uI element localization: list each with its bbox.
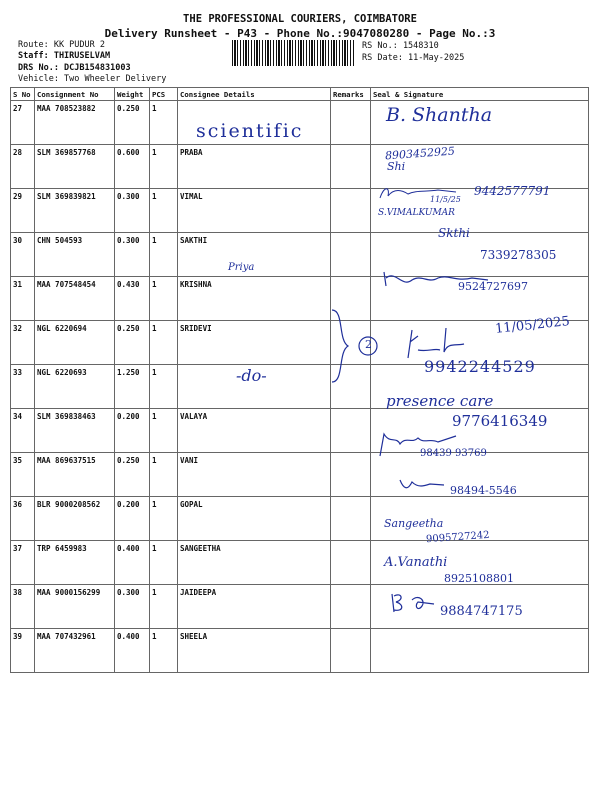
consignment-number-cell: TRP 6459983 <box>35 541 115 585</box>
consignee-cell: SHEELA <box>178 629 331 673</box>
staff-info: Staff: THIRUSELVAM <box>18 51 111 61</box>
consignment-number-cell: BLR 9000208562 <box>35 497 115 541</box>
consignment-number-cell: SLM 369839821 <box>35 189 115 233</box>
handwritten-count: 2 <box>365 338 372 351</box>
runsheet-table <box>10 87 589 673</box>
column-header: PCS <box>150 88 178 101</box>
weight-cell: 0.200 <box>115 497 150 541</box>
vehicle-info: Vehicle: Two Wheeler Delivery <box>18 74 167 84</box>
weight-cell: 0.250 <box>115 101 150 145</box>
handwritten-phone-37: 9095727242 <box>425 529 490 546</box>
handwritten-phone-35: 9776416349 <box>452 412 548 430</box>
serial-number-cell: 27 <box>11 101 35 145</box>
signature-39 <box>388 590 438 616</box>
consignee-cell: GOPAL <box>178 497 331 541</box>
consignee-cell: SRIDEVI <box>178 321 331 365</box>
column-header: S No <box>11 88 35 101</box>
weight-cell: 0.300 <box>115 189 150 233</box>
handwritten-b-shantha: B. Shantha <box>386 104 493 126</box>
brace-bracket <box>328 306 388 386</box>
consignment-number-cell: MAA 708523882 <box>35 101 115 145</box>
consignee-cell: VIMAL <box>178 189 331 233</box>
seal-signature-cell <box>371 629 589 673</box>
weight-cell: 0.600 <box>115 145 150 189</box>
remarks-cell <box>331 629 371 673</box>
handwritten-priya: Priya <box>228 262 255 273</box>
route-info: Route: KK PUDUR 2 <box>18 40 105 50</box>
column-header: Remarks <box>331 88 371 101</box>
weight-cell: 0.300 <box>115 233 150 277</box>
pcs-cell: 1 <box>150 101 178 145</box>
weight-cell: 0.400 <box>115 629 150 673</box>
handwritten-phone-39: 9884747175 <box>440 604 523 619</box>
serial-number-cell: 35 <box>11 453 35 497</box>
handwritten-date-32: 11/05/2025 <box>494 314 571 337</box>
column-header: Weight <box>115 88 150 101</box>
handwritten-phone-36: 98494-5546 <box>450 484 517 497</box>
weight-cell: 0.250 <box>115 321 150 365</box>
remarks-cell <box>331 497 371 541</box>
consignment-number-cell: SLM 369838463 <box>35 409 115 453</box>
consignee-cell: VANI <box>178 453 331 497</box>
runsheet-title: Delivery Runsheet - P43 - Phone No.:9047080280 - Page No.:3 <box>104 27 496 40</box>
consignment-number-cell: MAA 707432961 <box>35 629 115 673</box>
pcs-cell: 1 <box>150 233 178 277</box>
weight-cell: 0.400 <box>115 541 150 585</box>
consignment-number-cell: MAA 707548454 <box>35 277 115 321</box>
serial-number-cell: 34 <box>11 409 35 453</box>
table-row <box>11 497 589 541</box>
handwritten-name-37: Sangeetha <box>384 517 444 530</box>
weight-cell: 0.430 <box>115 277 150 321</box>
weight-cell: 0.250 <box>115 453 150 497</box>
weight-cell: 0.200 <box>115 409 150 453</box>
handwritten-signature-30: Skthi <box>438 226 470 240</box>
pcs-cell: 1 <box>150 365 178 409</box>
consignee-cell: SAKTHI <box>178 233 331 277</box>
pcs-cell: 1 <box>150 409 178 453</box>
handwritten-phone-28: 8903452925 <box>384 144 456 163</box>
consignee-cell: JAIDEEPA <box>178 585 331 629</box>
consignment-number-cell: SLM 369857768 <box>35 145 115 189</box>
company-title: THE PROFESSIONAL COURIERS, COIMBATORE <box>183 13 417 25</box>
serial-number-cell: 32 <box>11 321 35 365</box>
handwritten-phone-31: 9524727697 <box>458 280 528 293</box>
pcs-cell: 1 <box>150 145 178 189</box>
table-row <box>11 145 589 189</box>
serial-number-cell: 31 <box>11 277 35 321</box>
pcs-cell: 1 <box>150 541 178 585</box>
serial-number-cell: 39 <box>11 629 35 673</box>
column-header: Consignee Details <box>178 88 331 101</box>
remarks-cell <box>331 189 371 233</box>
drs-info: DRS No.: DCJB154831003 <box>18 63 131 73</box>
handwritten-ditto: -do- <box>236 366 267 385</box>
signature-29 <box>378 184 458 204</box>
serial-number-cell: 36 <box>11 497 35 541</box>
pcs-cell: 1 <box>150 277 178 321</box>
remarks-cell <box>331 145 371 189</box>
serial-number-cell: 38 <box>11 585 35 629</box>
serial-number-cell: 37 <box>11 541 35 585</box>
consignment-number-cell: MAA 9000156299 <box>35 585 115 629</box>
rs-date: RS Date: 11-May-2025 <box>362 53 465 63</box>
serial-number-cell: 30 <box>11 233 35 277</box>
consignee-cell: VALAYA <box>178 409 331 453</box>
consignee-cell: SANGEETHA <box>178 541 331 585</box>
handwritten-signature-28: Shi <box>387 160 406 173</box>
table-header-row <box>11 88 589 101</box>
consignment-number-cell: NGL 6220694 <box>35 321 115 365</box>
handwritten-phone-30: 7339278305 <box>480 248 557 262</box>
pcs-cell: 1 <box>150 497 178 541</box>
handwritten-date-29: 11/5/25 <box>430 195 461 204</box>
serial-number-cell: 29 <box>11 189 35 233</box>
weight-cell: 1.250 <box>115 365 150 409</box>
weight-cell: 0.300 <box>115 585 150 629</box>
signature-32 <box>404 322 474 362</box>
remarks-cell <box>331 233 371 277</box>
handwritten-numbers-35: 98439 93769 <box>420 448 487 459</box>
consignment-number-cell: NGL 6220693 <box>35 365 115 409</box>
consignee-cell: KRISHNA <box>178 277 331 321</box>
consignment-number-cell: MAA 869637515 <box>35 453 115 497</box>
serial-number-cell: 28 <box>11 145 35 189</box>
rs-number: RS No.: 1548310 <box>362 41 439 51</box>
pcs-cell: 1 <box>150 585 178 629</box>
pcs-cell: 1 <box>150 629 178 673</box>
column-header: Seal & Signature <box>371 88 589 101</box>
handwritten-phone-29: 9442577791 <box>474 184 551 198</box>
handwritten-phone-33: 9942244529 <box>424 357 536 376</box>
signature-36 <box>398 476 448 492</box>
handwritten-name-29: S.VIMALKUMAR <box>378 208 455 218</box>
remarks-cell <box>331 541 371 585</box>
pcs-cell: 1 <box>150 453 178 497</box>
remarks-cell <box>331 585 371 629</box>
pcs-cell: 1 <box>150 189 178 233</box>
consignment-number-cell: CHN 504593 <box>35 233 115 277</box>
handwritten-phone-38: 8925108801 <box>444 572 514 585</box>
column-header: Consignment No <box>35 88 115 101</box>
pcs-cell: 1 <box>150 321 178 365</box>
remarks-cell <box>331 101 371 145</box>
remarks-cell <box>331 409 371 453</box>
remarks-cell <box>331 453 371 497</box>
table-row <box>11 629 589 673</box>
handwritten-scientific: scientific <box>196 120 304 142</box>
handwritten-name-38: A.Vanathi <box>384 555 448 570</box>
handwritten-presence-care: presence care <box>386 392 494 410</box>
serial-number-cell: 33 <box>11 365 35 409</box>
barcode <box>232 40 354 66</box>
consignee-cell: PRABA <box>178 145 331 189</box>
